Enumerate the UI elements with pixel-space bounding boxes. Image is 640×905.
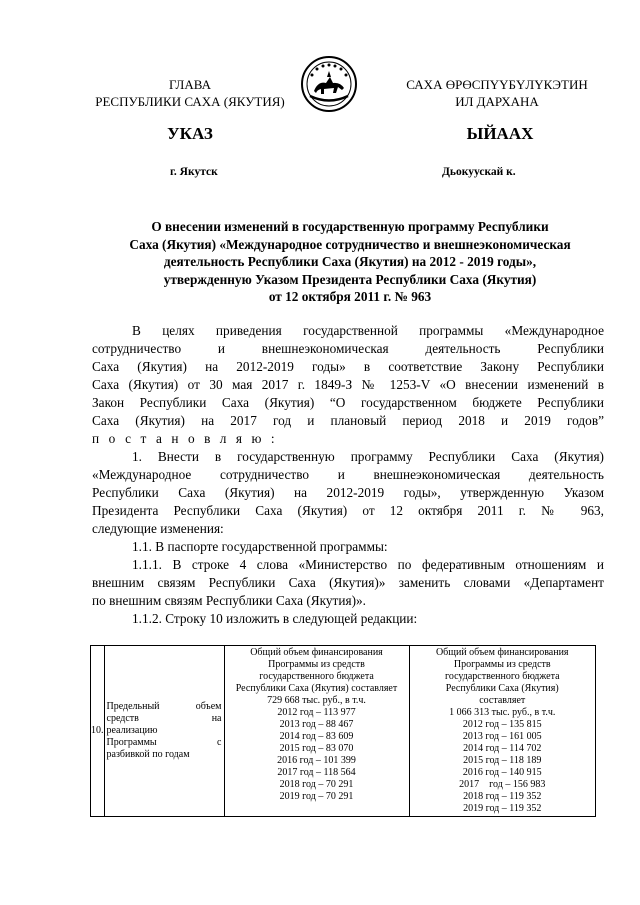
decree-body: [92, 322, 604, 628]
document-title-line: от 12 октября 2011 г. № 963: [268, 289, 432, 304]
coat-of-arms-icon: [300, 55, 358, 113]
row-label-line: Предельный объем: [106, 701, 222, 712]
preamble-line: Закон Республики Саха (Якутия) “О государственном бюджете Республики: [92, 395, 604, 410]
old-financing-cell: [224, 646, 409, 817]
financing-table: [90, 645, 596, 817]
old-financing-line: Республики Саха (Якутия) составляет: [235, 683, 398, 694]
new-financing-line: Программы из средств: [453, 659, 551, 670]
document-title-line: деятельность Республики Саха (Якутия) на 2012 - 2019 годы»,: [163, 254, 537, 269]
header-right: [382, 76, 612, 110]
row-label-line: средств на: [106, 713, 222, 724]
item-1-line: следующие изменения:: [92, 521, 224, 536]
header-right-line2: ИЛ ДАРХАНА: [455, 94, 539, 109]
row-number: 10.: [91, 725, 104, 736]
old-financing-line: Общий объем финансирования: [250, 647, 383, 658]
row-label-line: Программы с: [106, 737, 222, 748]
table-row: [91, 646, 596, 817]
item-1-line: «Международное сотрудничество и внешнеэкономическая деятельность: [92, 467, 604, 482]
new-financing-line: 2018 год – 119 352: [463, 791, 542, 802]
header-left-line2: РЕСПУБЛИКИ САХА (ЯКУТИЯ): [95, 94, 285, 109]
old-financing-line: 2016 год – 101 399: [277, 755, 356, 766]
header-left-line1: ГЛАВА: [169, 77, 211, 92]
new-financing-line: 2013 год – 161 005: [462, 731, 542, 742]
item-1-line: 1. Внести в государственную программу Республики Саха (Якутия): [132, 449, 604, 464]
preamble-line: Саха (Якутия) на 2012-2019 годы» в соответствие Закону Республики: [92, 359, 604, 374]
old-financing-line: 2019 год – 70 291: [279, 791, 354, 802]
old-financing-line: 2013 год – 88 467: [279, 719, 354, 730]
new-financing-line: 2016 год – 140 915: [462, 767, 542, 778]
row-label-line: реализацию: [106, 725, 158, 736]
new-financing-line: 2019 год – 119 352: [463, 803, 542, 814]
item-1-1-1: [92, 556, 604, 610]
new-financing-line: государственного бюджета: [444, 671, 560, 682]
new-financing-line: 2017 год – 156 983: [459, 779, 546, 790]
city-sakha: Дьокуускай к.: [442, 166, 516, 178]
old-financing-line: 2018 год – 70 291: [279, 779, 354, 790]
preamble-line: Саха (Якутия) от 30 мая 2017 г. 1849-З № 1253-V «О внесении изменений в: [92, 377, 604, 392]
new-financing-line: 2015 год – 118 189: [463, 755, 542, 766]
header-right-line1: САХА ӨРӨСПҮҮБҮЛҮКЭТИН: [406, 77, 588, 92]
old-financing-line: 2015 год – 83 070: [279, 743, 354, 754]
new-financing-line: 2014 год – 114 702: [463, 743, 542, 754]
decree-word: постановляю:: [92, 431, 285, 446]
old-financing-line: государственного бюджета: [259, 671, 374, 682]
item-1-1-2-line: 1.1.2. Строку 10 изложить в следующей редакции:: [132, 611, 418, 626]
preamble-paragraph: [92, 322, 604, 448]
city-ru: г. Якутск: [170, 166, 218, 178]
row-label-cell: [104, 646, 224, 817]
new-financing-line: составляет: [479, 695, 526, 706]
item-1: [92, 448, 604, 538]
decree-title-sakha: ЫЙААХ: [466, 124, 534, 143]
old-financing-line: 2017 год – 118 564: [277, 767, 356, 778]
item-1-1-1-line: по внешним связям Республики Саха (Якутия)».: [92, 593, 366, 608]
old-financing-line: 2012 год – 113 977: [277, 707, 356, 718]
item-1-1-1-line: 1.1.1. В строке 4 слова «Министерство по федеративным отношениям и: [132, 557, 604, 572]
item-1-1-1-line: внешним связям Республики Саха (Якутия)» заменить словами «Департамент: [92, 575, 604, 590]
preamble-line: Саха (Якутия) на 2017 год и плановый период 2018 и 2019 годов”: [92, 413, 604, 428]
old-financing-line: Программы из средств: [268, 659, 365, 670]
preamble-line: В целях приведения государственной программы «Международное: [132, 323, 604, 338]
old-financing-line: 729 668 тыс. руб., в т.ч.: [267, 695, 366, 706]
document-title-line: Саха (Якутия) «Международное сотрудничество и внешнеэкономическая: [129, 236, 571, 252]
row-number-cell: [91, 646, 105, 817]
new-financing-line: 1 066 313 тыс. руб., в т.ч.: [449, 707, 556, 718]
decree-title-ru: УКАЗ: [167, 124, 213, 143]
item-1-1-line: 1.1. В паспорте государственной программы:: [132, 539, 388, 554]
item-1-1-2: [92, 610, 604, 628]
new-financing-cell: [409, 646, 596, 817]
item-1-1: [92, 538, 604, 556]
new-financing-line: 2012 год – 135 815: [462, 719, 542, 730]
document-title-line: утвержденную Указом Президента Республики Саха (Якутия): [163, 271, 537, 287]
new-financing-line: Общий объем финансирования: [435, 647, 569, 658]
old-financing-line: 2014 год – 83 609: [279, 731, 354, 742]
item-1-line: Президента Республики Саха (Якутия) от 12 октября 2011 г. № 963,: [92, 503, 604, 518]
header-left: [75, 76, 305, 110]
item-1-line: Республики Саха (Якутия) на 2012-2019 годы», утвержденную Указом: [92, 485, 604, 500]
preamble-line: сотрудничество и внешнеэкономическая деятельность Республики: [92, 341, 604, 356]
row-label-line: разбивкой по годам: [106, 749, 190, 760]
document-title: [96, 218, 604, 306]
new-financing-line: Республики Саха (Якутия): [445, 683, 559, 694]
document-title-line: О внесении изменений в государственную программу Республики: [151, 219, 549, 234]
